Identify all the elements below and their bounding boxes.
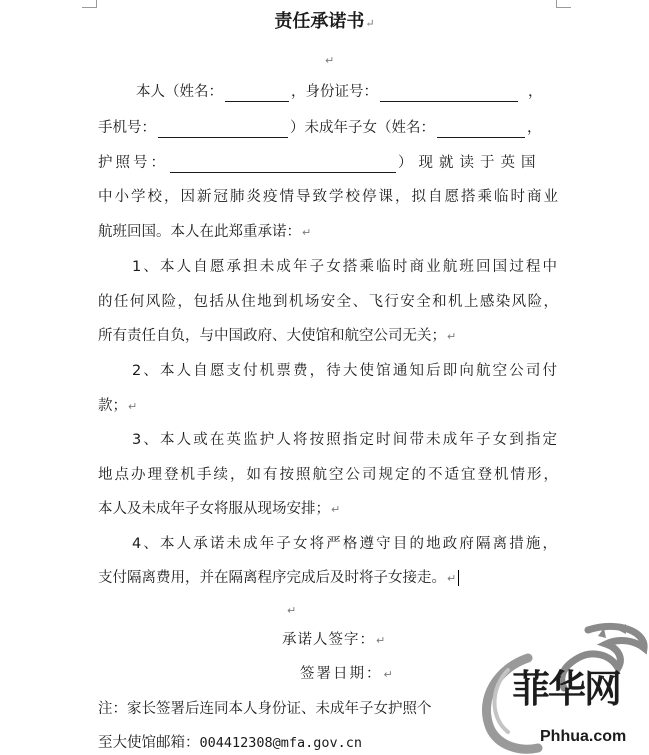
paragraph-mark-icon: ↵ — [325, 54, 335, 67]
text-line[interactable]: 2、本人自愿支付机票费，待大使馆通知后即向航空公司付 — [132, 363, 557, 379]
text-line[interactable]: 所有责任自负，与中国政府、大使馆和航空公司无关；↵ — [98, 328, 457, 344]
watermark-url: Phhua.com — [540, 728, 627, 745]
paragraph-mark-icon: ↵ — [128, 400, 138, 413]
paragraph-mark-icon: ↵ — [287, 604, 297, 617]
text-line[interactable]: 本人及未成年子女将服从现场安排；↵ — [98, 501, 341, 517]
text-line[interactable]: 的任何风险，包括从住地到机场安全、飞行安全和机上感染风险， — [98, 294, 558, 310]
text-line[interactable]: 护照号： ）现就读于英国 — [98, 155, 542, 171]
name-blank[interactable] — [225, 85, 289, 102]
note-line[interactable]: 注：家长签署后连同本人身份证、未成年子女护照个 — [98, 701, 432, 717]
empty-paragraph[interactable] — [286, 600, 306, 621]
margin-corner-mark — [556, 0, 571, 8]
id-number-blank[interactable] — [380, 85, 518, 102]
signature-line[interactable]: 承诺人签字：↵ — [282, 632, 386, 648]
text-line[interactable]: 款；↵ — [98, 398, 138, 414]
paragraph-mark-icon: ↵ — [447, 572, 457, 585]
document-title[interactable]: 责任承诺书↵ — [274, 11, 375, 32]
text-line[interactable]: 本人（姓名： ，身份证号： ， — [136, 84, 543, 100]
date-line[interactable]: 签署日期：↵ — [300, 666, 393, 682]
text-cursor — [458, 570, 459, 586]
paragraph-mark-icon: ↵ — [365, 17, 375, 30]
watermark-brand: 菲华网 — [512, 666, 621, 711]
text-line[interactable]: 航班回国。本人在此郑重承诺：↵ — [98, 224, 312, 240]
passport-blank[interactable] — [170, 156, 396, 173]
note-line[interactable]: 至大使馆邮箱：004412308@mfa.gov.cn — [98, 735, 363, 751]
paragraph-mark-icon: ↵ — [376, 634, 386, 647]
empty-paragraph[interactable] — [324, 50, 344, 71]
embassy-email: 004412308@mfa.gov.cn — [199, 735, 363, 751]
text-line[interactable]: 中小学校，因新冠肺炎疫情导致学校停课，拟自愿搭乘临时商业 — [98, 189, 558, 205]
text-line[interactable]: 3、本人或在英监护人将按照指定时间带未成年子女到指定 — [132, 432, 557, 448]
text-line[interactable]: 4、本人承诺未成年子女将严格遵守目的地政府隔离措施， — [132, 536, 557, 552]
paragraph-mark-icon: ↵ — [383, 668, 393, 681]
paragraph-mark-icon: ↵ — [447, 330, 457, 343]
text-line[interactable]: 手机号： ）未成年子女（姓名： ， — [98, 120, 542, 136]
text-line[interactable]: 地点办理登机手续，如有按照航空公司规定的不适宜登机情形， — [98, 467, 558, 483]
phone-blank[interactable] — [158, 121, 288, 138]
text-line[interactable]: 支付隔离费用，并在隔离程序完成后及时将子女接走。↵ — [98, 568, 558, 589]
margin-corner-mark — [82, 0, 97, 8]
text-line[interactable]: 1、本人自愿承担未成年子女搭乘临时商业航班回国过程中 — [132, 259, 557, 275]
paragraph-mark-icon: ↵ — [302, 226, 312, 239]
child-name-blank[interactable] — [437, 121, 525, 138]
paragraph-mark-icon: ↵ — [331, 503, 341, 516]
